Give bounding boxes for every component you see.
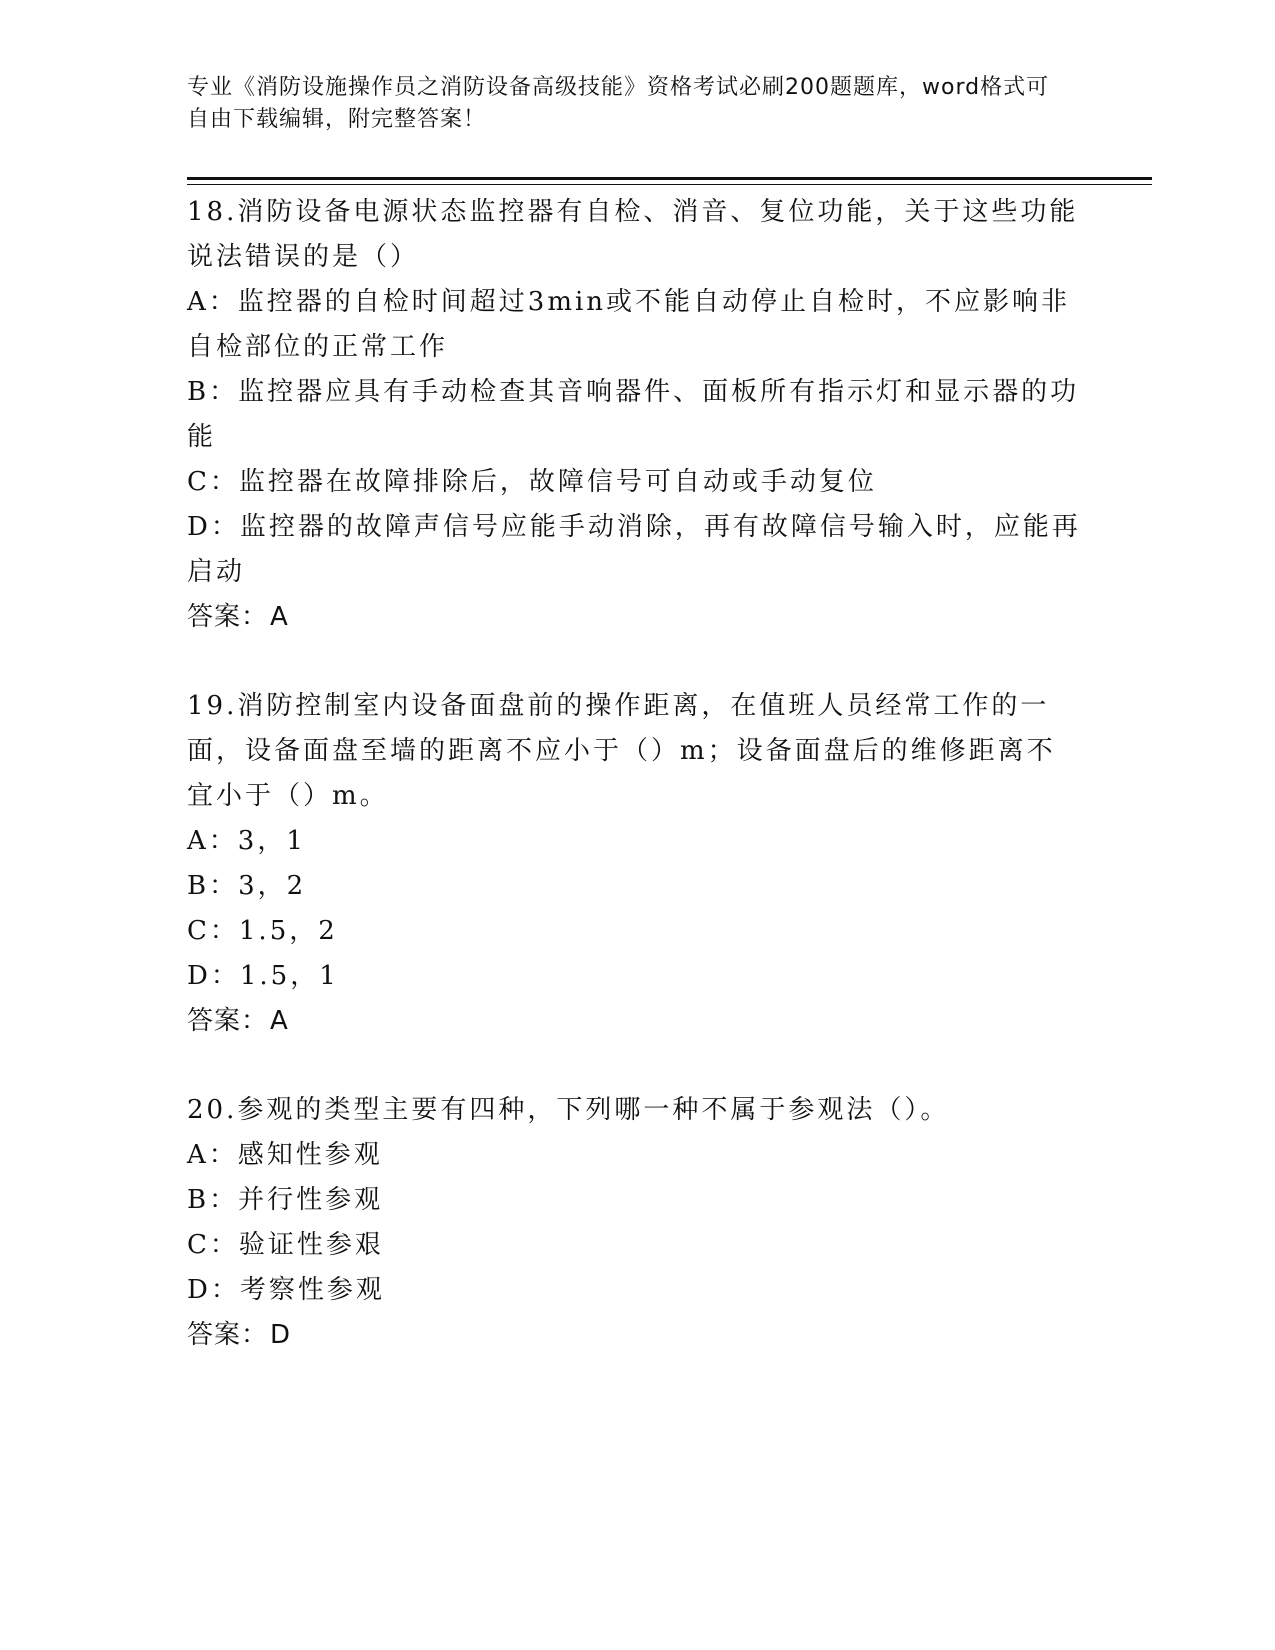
option-a: A：感知性参观	[187, 1140, 383, 1170]
answer-value: D	[270, 1320, 292, 1350]
question-text: 18.消防设备电源状态监控器有自检、消音、复位功能，关于这些功能说法错误的是（）	[187, 197, 1079, 272]
answer-line	[187, 1313, 1082, 1358]
document-header: 专业《消防设施操作员之消防设备高级技能》资格考试必刷200题题库，word格式可自由下载编辑，附完整答案！	[187, 75, 1050, 132]
option-b: B：监控器应具有手动检查其音响器件、面板所有指示灯和显示器的功能	[187, 377, 1080, 452]
answer-value: A	[270, 1006, 289, 1036]
answer-label: 答案：	[187, 1006, 269, 1036]
answer-label: 答案：	[187, 602, 269, 632]
question-19	[187, 684, 1082, 1044]
header-divider-thin	[187, 184, 1152, 185]
option-b: B：3，2	[187, 871, 307, 901]
header-divider-thick	[187, 177, 1152, 180]
option-a: A：3，1	[187, 826, 306, 856]
answer-line	[187, 595, 1082, 640]
option-c: C：监控器在故障排除后，故障信号可自动或手动复位	[187, 467, 877, 497]
answer-label: 答案：	[187, 1320, 269, 1350]
question-list	[187, 190, 1082, 1358]
option-c: C：验证性参艰	[187, 1230, 384, 1260]
question-text: 19.消防控制室内设备面盘前的操作距离，在值班人员经常工作的一面，设备面盘至墙的距离不应小于（）m；设备面盘后的维修距离不宜小于（）m。	[187, 691, 1056, 811]
question-text: 20.参观的类型主要有四种，下列哪一种不属于参观法（）。	[187, 1095, 950, 1125]
option-a: A：监控器的自检时间超过3min或不能自动停止自检时，不应影响非自检部位的正常工作	[187, 287, 1071, 362]
option-d: D：监控器的故障声信号应能手动消除，再有故障信号输入时，应能再启动	[187, 512, 1081, 587]
option-b: B：并行性参观	[187, 1185, 384, 1215]
option-d: D：考察性参观	[187, 1275, 385, 1305]
answer-line	[187, 999, 1082, 1044]
question-18	[187, 190, 1082, 640]
option-d: D：1.5，1	[187, 961, 339, 991]
question-20	[187, 1088, 1082, 1358]
option-c: C：1.5，2	[187, 916, 338, 946]
answer-value: A	[270, 602, 289, 632]
